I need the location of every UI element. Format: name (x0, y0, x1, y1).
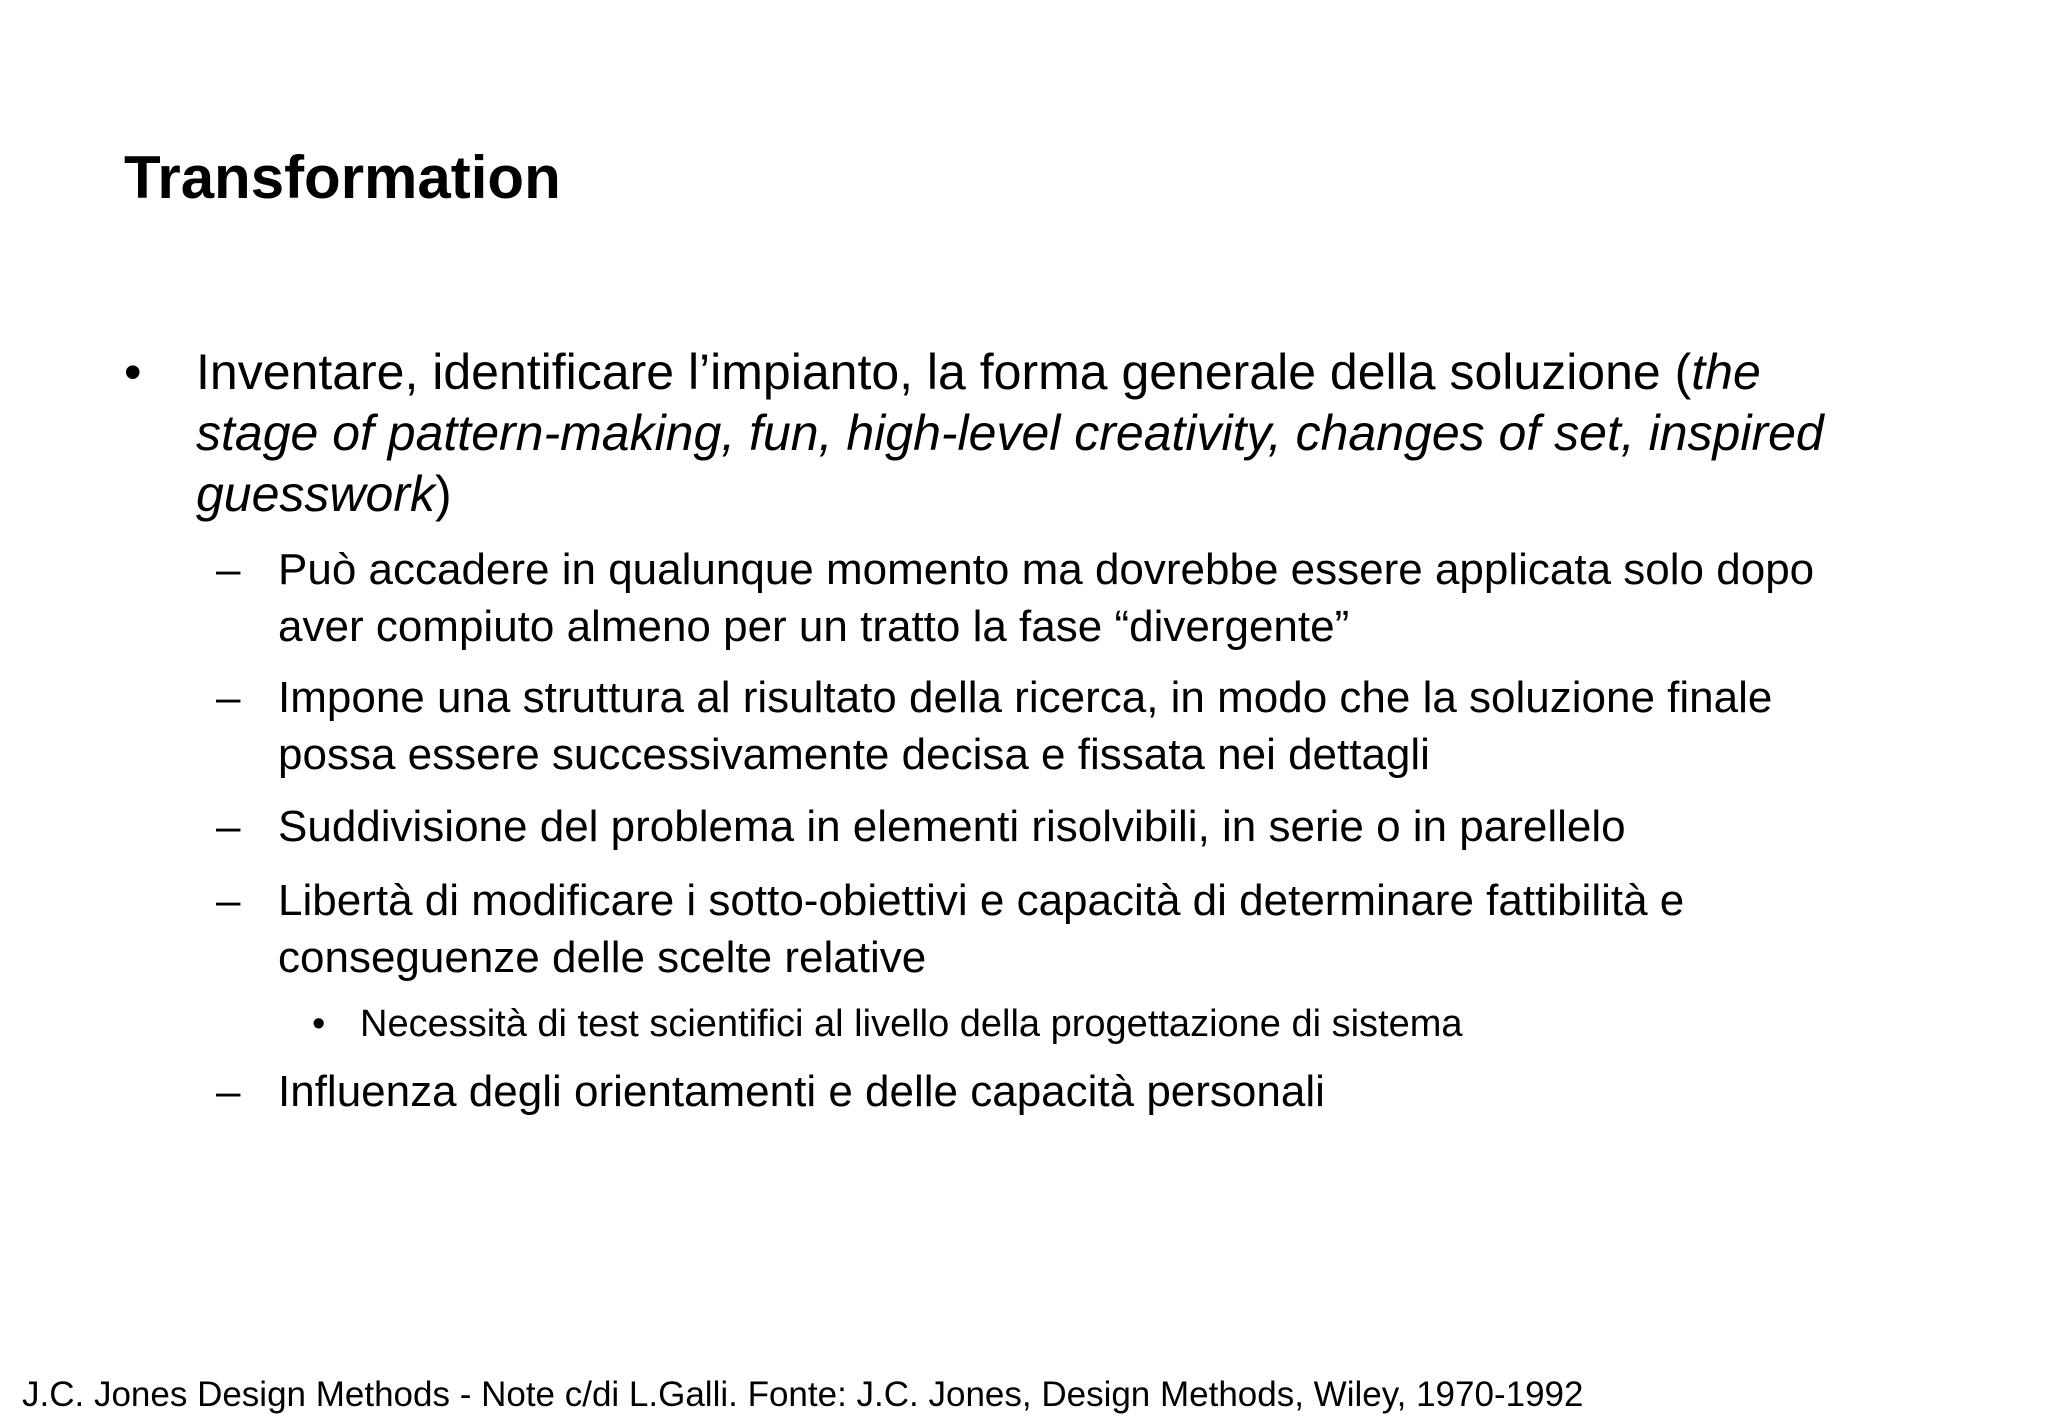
sub-bullet-text: Può accadere in qualunque momento ma dovrebbe essere applicata solo dopo aver compiuto almeno per un tratto la fase “divergente” (278, 545, 1815, 651)
dash-marker: – (216, 1067, 241, 1116)
bullet-main-text-plain-1: Inventare, identificare l’impianto, la forma generale della soluzione ( (196, 344, 1692, 400)
sub-bullet-text: Libertà di modificare i sotto-obiettivi e capacità di determinare fattibilità e conseguenze delle scelte relative (278, 876, 1685, 982)
sub-bullet-text: Influenza degli orientamenti e delle capacità personali (278, 1067, 1325, 1116)
bullet-main-text-italic-2: stage of pattern-making, fun, high-level creativity, changes of set, inspired (196, 405, 1824, 461)
dash-marker: – (216, 876, 241, 925)
bullet-main-text-italic-3: guesswork (196, 466, 435, 522)
slide-title: Transformation (124, 144, 561, 211)
bullet-marker: • (312, 1003, 326, 1045)
dash-marker: – (216, 802, 241, 851)
sub-bullet-text: Impone una struttura al risultato della ricerca, in modo che la soluzione finale possa essere successivamente decisa e fissata nei dettagli (278, 673, 1773, 779)
sub-sub-bullet-text: Necessità di test scientifici al livello della progettazione di sistema (360, 1003, 1463, 1045)
footer-citation: J.C. Jones Design Methods - Note c/di L.Galli. Fonte: J.C. Jones, Design Methods, Wiley, 1970-1992 (22, 1375, 1584, 1414)
dash-marker: – (216, 545, 241, 594)
bullet-main-text (196, 342, 2036, 525)
bullet-main-text-italic-1: the (1691, 344, 1761, 400)
dash-marker: – (216, 673, 241, 722)
bullet-main-text-plain-3: ) (435, 466, 452, 522)
bullet-marker: • (124, 344, 142, 400)
sub-bullet-text: Suddivisione del problema in elementi risolvibili, in serie o in parellelo (278, 802, 1626, 851)
